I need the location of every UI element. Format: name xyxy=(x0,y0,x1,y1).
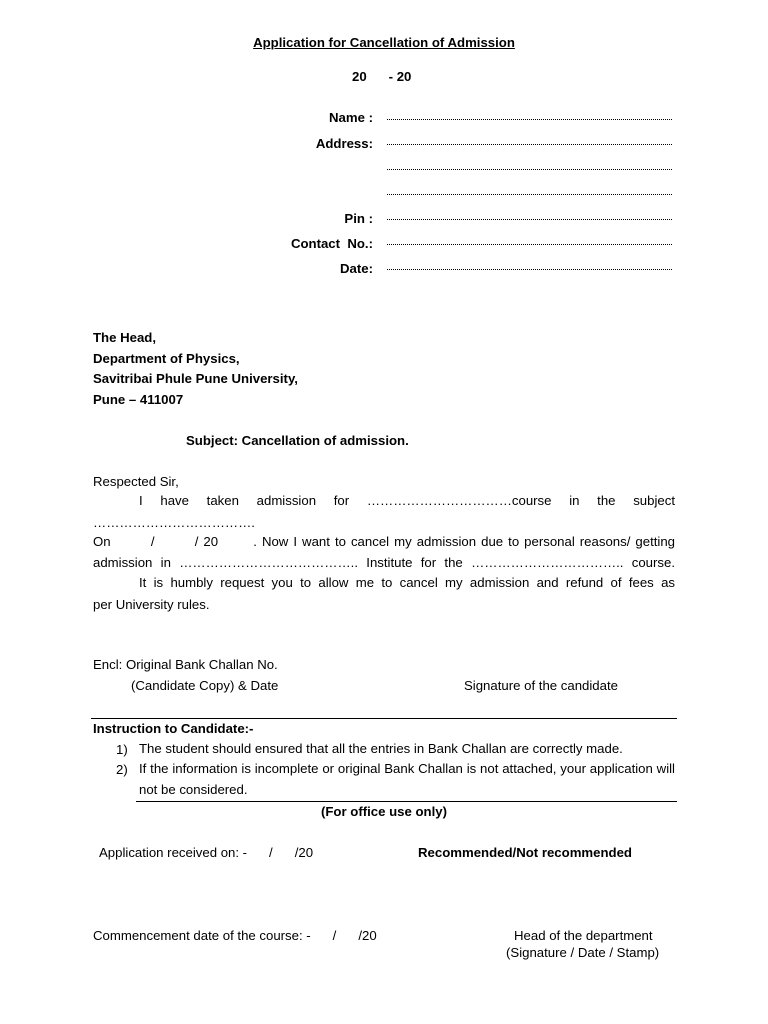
date-label: Date: xyxy=(340,261,373,276)
recipient-line: Department of Physics, xyxy=(93,351,240,366)
address-field-line-3[interactable] xyxy=(387,194,672,195)
academic-year: 20 - 20 xyxy=(352,69,412,84)
contact-field[interactable] xyxy=(387,244,672,245)
body-line: per University rules. xyxy=(93,597,210,612)
subject-line: Subject: Cancellation of admission. xyxy=(186,433,409,448)
body-line: On / / 20 . Now I want to cancel my admission due to personal reasons/ getting xyxy=(93,534,675,549)
instruction-text: The student should ensured that all the entries in Bank Challan are correctly made. xyxy=(139,741,623,756)
head-signature-subtitle: (Signature / Date / Stamp) xyxy=(506,945,660,960)
application-received-line: Application received on: - / /20 xyxy=(99,845,314,860)
divider xyxy=(91,718,677,719)
recommendation-label: Recommended/Not recommended xyxy=(418,845,632,860)
address-field-line-1[interactable] xyxy=(387,144,672,145)
office-use-heading: (For office use only) xyxy=(320,804,448,819)
candidate-signature-label: Signature of the candidate xyxy=(464,678,618,693)
contact-label: Contact No.: xyxy=(290,236,373,251)
body-line: admission in ………………………………….. Institute for the …………………………….. course. xyxy=(93,555,675,570)
name-label: Name : xyxy=(329,110,373,125)
recipient-line: The Head, xyxy=(93,330,157,345)
enclosure-line: (Candidate Copy) & Date xyxy=(131,678,279,693)
body-line: I have taken admission for ……………………………course in the subject xyxy=(139,493,675,508)
enclosure-line: Encl: Original Bank Challan No. xyxy=(93,657,278,672)
instruction-number: 1) xyxy=(116,742,128,757)
name-field[interactable] xyxy=(387,119,672,120)
pin-field[interactable] xyxy=(387,219,672,220)
pin-label: Pin : xyxy=(344,211,373,226)
recipient-line: Savitribai Phule Pune University, xyxy=(93,371,298,386)
address-label: Address: xyxy=(315,136,373,151)
salutation: Respected Sir, xyxy=(93,474,179,489)
divider xyxy=(136,801,677,802)
date-field[interactable] xyxy=(387,269,672,270)
instruction-text: If the information is incomplete or original Bank Challan is not attached, your application will not be considered. xyxy=(139,761,675,797)
body-line: It is humbly request you to allow me to cancel my admission and refund of fees as xyxy=(139,575,675,590)
recipient-line: Pune – 411007 xyxy=(93,392,184,407)
body-line: ………………………………. xyxy=(93,515,255,530)
head-signature-label: Head of the department xyxy=(514,928,653,943)
instructions-heading: Instruction to Candidate:- xyxy=(93,721,254,736)
page-title: Application for Cancellation of Admission xyxy=(253,35,515,50)
instruction-number: 2) xyxy=(116,762,128,777)
address-field-line-2[interactable] xyxy=(387,169,672,170)
commencement-date-line: Commencement date of the course: - / /20 xyxy=(93,928,377,943)
